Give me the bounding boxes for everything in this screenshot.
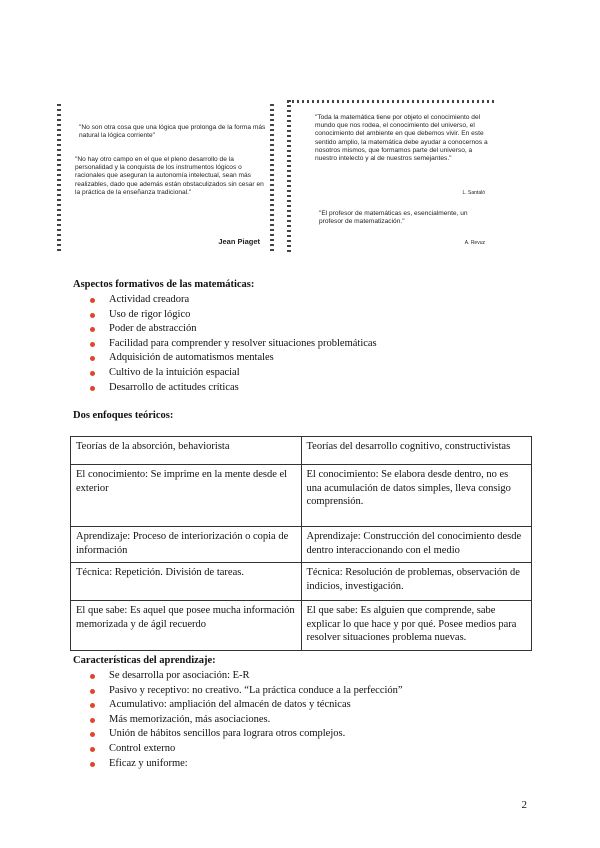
list-item: Adquisición de automatismos mentales: [90, 351, 377, 366]
table-cell: Técnica: Resolución de problemas, observación de indicios, investigación.: [301, 563, 532, 601]
film-edge-right: [270, 104, 274, 254]
piaget-quote-2: "No hay otro campo en el que el pleno desarrollo de la personalidad y la conquista de los instrumentos lógicos o racionales que aseguran la autonomía intelectual, sean más realizables, dado que además están obstaculizados sin cesar en la práctica de la enseñanza tradicional.": [75, 156, 264, 196]
table-cell: Aprendizaje: Proceso de interiorización o copia de información: [71, 527, 302, 563]
table-cell: El conocimiento: Se imprime en la mente desde el exterior: [71, 465, 302, 527]
table-row: [71, 601, 532, 651]
list-item: Actividad creadora: [90, 293, 377, 308]
table-cell: El que sabe: Es alguien que comprende, sabe explicar lo que hace y por qué. Posee medios para resolver situaciones problema nuevas.: [301, 601, 532, 651]
aspectos-list: [90, 293, 377, 395]
table-row: [71, 563, 532, 601]
table-cell: Teorías de la absorción, behaviorista: [71, 437, 302, 465]
revuz-quote: "El profesor de matemáticas es, esencialmente, un profesor de matematización.": [319, 210, 468, 226]
enfoques-title: Dos enfoques teóricos:: [73, 410, 174, 421]
list-item: Cultivo de la intuición espacial: [90, 366, 377, 381]
list-item: Unión de hábitos sencillos para lograra otros complejos.: [90, 727, 403, 742]
caracteristicas-list: [90, 669, 403, 771]
film-edge-left: [57, 104, 61, 254]
table-cell: Técnica: Repetición. División de tareas.: [71, 563, 302, 601]
table-cell: El que sabe: Es aquel que posee mucha información memorizada y de ágil recuerdo: [71, 601, 302, 651]
page-number: 2: [521, 799, 527, 811]
table-row: [71, 527, 532, 563]
table-row: [71, 437, 532, 465]
list-item: Uso de rigor lógico: [90, 308, 377, 323]
quote-image-piaget: [57, 104, 274, 254]
list-item: Desarrollo de actitudes críticas: [90, 381, 377, 396]
list-item: Facilidad para comprender y resolver situaciones problemáticas: [90, 337, 377, 352]
quote-image-santalo-revuz: [287, 100, 495, 252]
list-item: Acumulativo: ampliación del almacén de datos y técnicas: [90, 698, 403, 713]
caracteristicas-title: Características del aprendizaje:: [73, 655, 216, 666]
list-item: Poder de abstracción: [90, 322, 377, 337]
aspectos-title: Aspectos formativos de las matemáticas:: [73, 279, 255, 290]
list-item: Eficaz y uniforme:: [90, 757, 403, 772]
enfoques-table: [70, 436, 532, 651]
piaget-author: Jean Piaget: [218, 237, 260, 246]
table-cell: Teorías del desarrollo cognitivo, constructivistas: [301, 437, 532, 465]
table-row: [71, 465, 532, 527]
list-item: Pasivo y receptivo: no creativo. “La práctica conduce a la perfección”: [90, 684, 403, 699]
santalo-quote: "Toda la matemática tiene por objeto el conocimiento del mundo que nos rodea, el conocimiento del universo, el conocimiento del ambiente en que debemos vivir. En este sentido amplio, la matemática debe ayudar a conocernos a nosotros mismos, que formamos parte del universo, a nuestro intelecto y al de nuestros semejantes.": [315, 114, 488, 163]
piaget-quote-1: "No son otra cosa que una lógica que prolonga de la forma más natural la lógica corriente": [79, 124, 266, 140]
santalo-author: L. Santaló: [462, 190, 485, 196]
list-item: Control externo: [90, 742, 403, 757]
table-cell: El conocimiento: Se elabora desde dentro, no es una acumulación de datos simples, lleva consigo comprensión.: [301, 465, 532, 527]
list-item: Se desarrolla por asociación: E-R: [90, 669, 403, 684]
film-edge-top: [287, 100, 495, 103]
list-item: Más memorización, más asociaciones.: [90, 713, 403, 728]
film-edge-left: [287, 100, 291, 252]
revuz-author: A. Revuz: [464, 240, 485, 246]
table-cell: Aprendizaje: Construcción del conocimiento desde dentro interaccionando con el medio: [301, 527, 532, 563]
